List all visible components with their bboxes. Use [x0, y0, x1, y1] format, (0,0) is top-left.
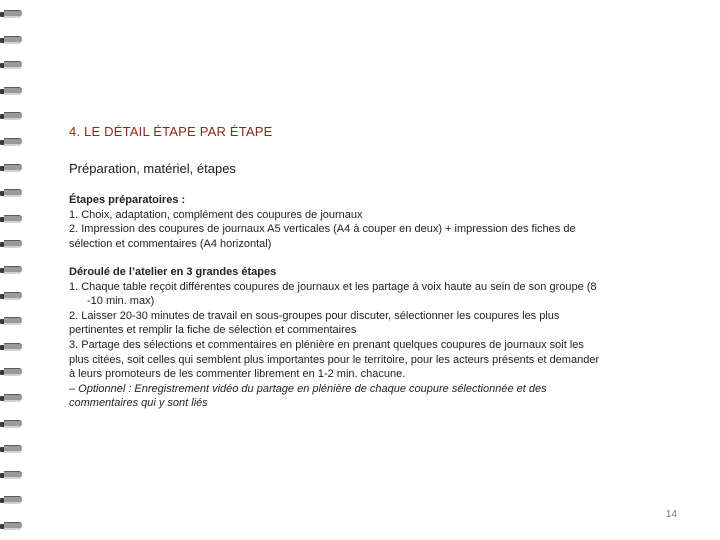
preparatory-line: sélection et commentaires (A4 horizontal): [69, 237, 272, 250]
binding-ring: [0, 522, 24, 531]
preparatory-line: 1. Choix, adaptation, complément des coupures de journaux: [69, 208, 363, 221]
binding-ring: [0, 61, 24, 70]
workshop-steps: [69, 265, 599, 411]
binding-ring: [0, 343, 24, 352]
binding-ring: [0, 266, 24, 275]
workshop-line: -10 min. max): [87, 295, 155, 308]
workshop-line: 1. Chaque table reçoit différentes coupures de journaux et les partage à voix haute au sein de son groupe (8: [69, 280, 597, 293]
binding-ring: [0, 368, 24, 377]
preparatory-line: 2. Impression des coupures de journaux A5 verticales (A4 à couper en deux) + impression des fiches de: [69, 223, 576, 236]
binding-ring: [0, 138, 24, 147]
preparatory-steps: [69, 193, 576, 251]
section-subtitle: Préparation, matériel, étapes: [69, 161, 236, 176]
workshop-heading: Déroulé de l’atelier en 3 grandes étapes: [69, 266, 277, 278]
workshop-line: à leurs promoteurs de les commenter librement en 1-2 min. chacune.: [69, 368, 406, 381]
binding-ring: [0, 394, 24, 403]
preparatory-heading: Étapes préparatoires :: [69, 194, 186, 206]
workshop-line: pertinentes et remplir la fiche de sélection et commentaires: [69, 324, 357, 337]
binding-ring: [0, 240, 24, 249]
binding-ring: [0, 292, 24, 301]
page-number: 14: [665, 509, 677, 520]
optional-line: commentaires qui y sont liés: [69, 397, 208, 410]
binding-ring: [0, 87, 24, 96]
binding-ring: [0, 10, 24, 19]
binding-ring: [0, 317, 24, 326]
binding-ring: [0, 445, 24, 454]
binding-ring: [0, 189, 24, 198]
binding-ring: [0, 215, 24, 224]
binding-ring: [0, 164, 24, 173]
binding-ring: [0, 420, 24, 429]
spiral-binding: [0, 0, 30, 540]
binding-ring: [0, 112, 24, 121]
binding-ring: [0, 36, 24, 45]
section-title: 4. LE DÉTAIL ÉTAPE PAR ÉTAPE: [69, 124, 273, 139]
binding-ring: [0, 496, 24, 505]
workshop-line: 2. Laisser 20-30 minutes de travail en sous-groupes pour discuter, sélectionner les coupures les plus: [69, 309, 560, 322]
binding-ring: [0, 471, 24, 480]
workshop-line: 3. Partage des sélections et commentaires en plénière en prenant quelques coupures de journaux soit les: [69, 338, 584, 351]
workshop-line: plus citées, soit celles qui semblent plus importantes pour le territoire, pour les acteurs présents et demander: [69, 353, 600, 366]
optional-line: – Optionnel : Enregistrement vidéo du partage en plénière de chaque coupure sélectionnée et des: [69, 382, 547, 395]
